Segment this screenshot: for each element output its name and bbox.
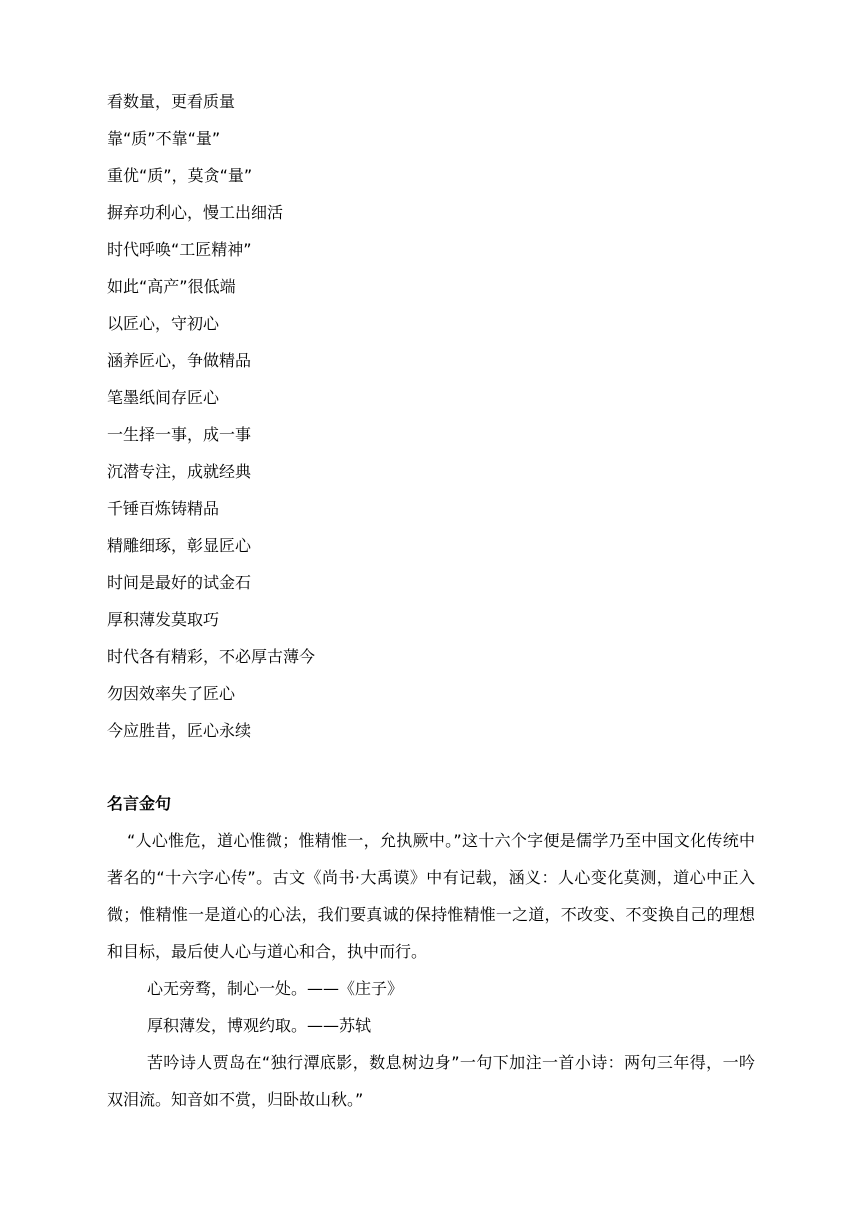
title-item: 涵养匠心，争做精品 [107,351,252,370]
title-item: 勿因效率失了匠心 [107,684,236,703]
quotes-section [107,794,755,1118]
title-item: 精雕细琢，彰显匠心 [107,536,252,555]
section-heading: 名言金句 [107,794,172,813]
title-item: 笔墨纸间存匠心 [107,388,220,407]
title-item: 厚积薄发莫取巧 [107,610,220,629]
title-item: 沉潜专注，成就经典 [107,462,252,481]
title-item: 如此“高产”很低端 [107,277,236,296]
title-item: 看数量，更看质量 [107,92,236,111]
title-item: 时代各有精彩，不必厚古薄今 [107,647,316,666]
title-list [107,92,315,758]
quote-paragraph: 心无旁骛，制心一处。——《庄子》 [147,979,404,998]
title-item: 时间是最好的试金石 [107,573,252,592]
title-item: 以匠心，守初心 [107,314,220,333]
quote-paragraph: 厚积薄发，博观约取。——苏轼 [147,1016,372,1035]
title-item: 今应胜昔，匠心永续 [107,721,252,740]
quote-paragraph: 苦吟诗人贾岛在“独行潭底影，数息树边身”一句下加注一首小诗：两句三年得，一吟双泪流。知音如不赏，归卧故山秋。” [107,1053,755,1109]
title-item: 靠“质”不靠“量” [107,129,221,148]
title-item: 摒弃功利心，慢工出细活 [107,203,284,222]
title-item: 千锤百炼铸精品 [107,499,220,518]
quote-paragraph: “人心惟危，道心惟微；惟精惟一，允执厥中。”这十六个字便是儒学乃至中国文化传统中著名的“十六字心传”。古文《尚书·大禹谟》中有记载，涵义：人心变化莫测，道心中正入微；惟精惟一是道心的心法，我们要真诚的保持惟精惟一之道，不改变、不变换自己的理想和目标，最后使人心与道心和合，执中而行。 [107,831,755,961]
title-item: 时代呼唤“工匠精神” [107,240,252,259]
title-item: 一生择一事，成一事 [107,425,252,444]
title-item: 重优“质”，莫贪“量” [107,166,253,185]
